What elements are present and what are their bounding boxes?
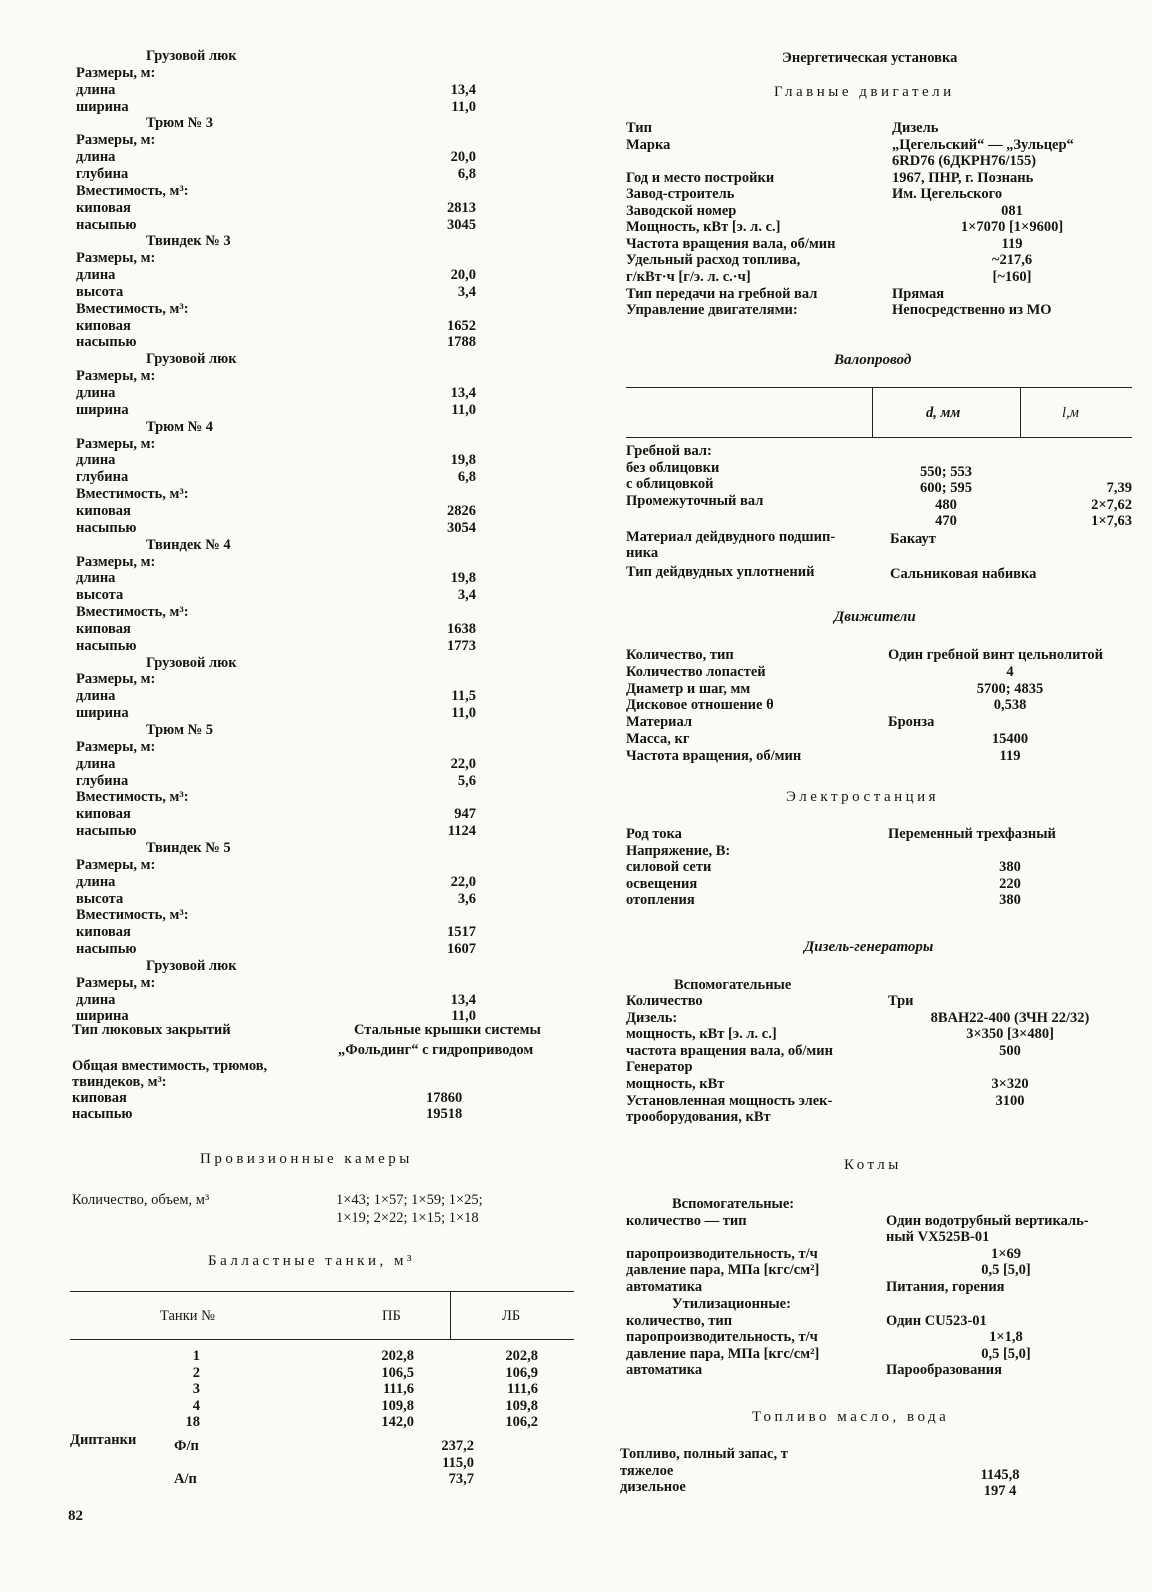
cargo-row-label: Размеры, м: <box>76 64 156 81</box>
ballast-cell-lb: 202,8 <box>505 1348 538 1364</box>
cargo-row-label: длина <box>76 267 116 284</box>
diesel-generator-row-label: мощность, кВт <box>626 1076 725 1092</box>
propulsor-row-value: Один гребной винт цельнолитой <box>888 647 1103 663</box>
ballast-col-pb: ПБ <box>382 1308 401 1324</box>
total-grain-label: насыпью <box>72 1106 133 1122</box>
total-grain-value: 19518 <box>426 1106 463 1122</box>
cargo-row-value: 11,0 <box>451 1008 476 1025</box>
cargo-row-value: 20,0 <box>450 267 476 284</box>
aux-boiler-row-value: ный VX525B-01 <box>886 1229 990 1246</box>
cargo-row-value: 3045 <box>447 216 476 233</box>
cargo-row-value: 11,0 <box>451 401 476 418</box>
cargo-row-label: длина <box>76 570 116 587</box>
ballast-cell-n: 2 <box>192 1364 200 1381</box>
ballast-cell-pb: 142,0 <box>381 1414 414 1431</box>
diesel-generator-row-value: 3×320 <box>991 1076 1029 1092</box>
ballast-cell-lb: 106,9 <box>505 1364 538 1381</box>
ballast-cell-pb: 202,8 <box>381 1348 414 1364</box>
shafting-table-header-rule <box>626 437 1132 438</box>
cargo-row-label: глубина <box>76 772 129 789</box>
provisions-value-line1: 1×43; 1×57; 1×59; 1×25; <box>336 1192 483 1208</box>
diesel-generator-row-value: 3100 <box>995 1092 1025 1109</box>
cargo-row-value: 947 <box>454 806 476 823</box>
aux-boiler-row-value: Питания, горения <box>886 1278 1005 1295</box>
cargo-row-label: длина <box>76 688 116 705</box>
shafting-col-d: d, мм <box>926 405 961 421</box>
cargo-row-label: ширина <box>76 1008 129 1025</box>
shaft-row-label: Промежуточный вал <box>626 492 764 509</box>
cargo-row-value: 13,4 <box>450 81 476 98</box>
cargo-row-label: длина <box>76 149 116 166</box>
total-bale-label: киповая <box>72 1090 127 1106</box>
engine-row-value: 6RD76 (6ДКРН76/155) <box>892 153 1037 170</box>
diesel-generator-row-label: Генератор <box>626 1059 693 1076</box>
aux-boiler-row-label: паропроизводительность, т/ч <box>626 1245 818 1262</box>
diesel-generators-heading: Дизель-генераторы <box>804 939 934 955</box>
cargo-row-value: 3,6 <box>457 890 476 907</box>
provisions-heading: Провизионные камеры <box>200 1151 413 1167</box>
cargo-row-label: киповая <box>76 199 131 216</box>
shafting-table-top-rule <box>626 387 1132 388</box>
diesel-generator-row-value: 3×350 [3×480] <box>966 1026 1054 1043</box>
engine-row-value: ~217,6 <box>991 252 1033 269</box>
hatch-covers-value-line2: „Фольдинг“ с гидроприводом <box>338 1042 534 1058</box>
cargo-row-value: 2826 <box>447 502 476 519</box>
power-station-row-value: 380 <box>999 892 1021 909</box>
propulsor-row-value: 5700; 4835 <box>976 680 1044 697</box>
shaft-row-d: 600; 595 <box>920 480 972 497</box>
cargo-row-label: Твиндек № 3 <box>146 233 231 250</box>
cargo-row-value: 11,0 <box>451 98 476 115</box>
engine-row-label: Год и место постройки <box>626 169 775 186</box>
aux-boiler-row-value: 1×69 <box>990 1245 1021 1262</box>
cargo-row-label: Вместимость, м³: <box>76 907 189 924</box>
fuel-row-label: Топливо, полный запас, т <box>620 1446 788 1462</box>
shaft-row-label: без облицовки <box>626 459 720 476</box>
cargo-row-label: Грузовой люк <box>146 654 237 671</box>
engine-row-value: 1×7070 [1×9600] <box>960 219 1064 236</box>
util-boiler-row-value: Парообразования <box>886 1362 1002 1379</box>
cargo-row-value: 5,6 <box>457 772 476 789</box>
hatch-covers-value-line1: Стальные крышки системы <box>354 1022 541 1038</box>
cargo-row-value: 19,8 <box>450 452 476 469</box>
bearing-value: Бакаут <box>890 531 936 547</box>
engine-row-label: Марка <box>626 136 671 153</box>
power-plant-title: Энергетическая установка <box>782 50 958 66</box>
ballast-col-lb: ЛБ <box>502 1308 521 1324</box>
cargo-row-label: киповая <box>76 317 131 334</box>
cargo-row-value: 11,5 <box>451 688 476 705</box>
boilers-heading: Котлы <box>844 1157 902 1173</box>
util-boiler-row-label: давление пара, МПа [кгс/см²] <box>626 1345 820 1362</box>
power-station-row-label: отопления <box>626 892 695 909</box>
ballast-table-divider <box>450 1291 451 1339</box>
cargo-row-label: ширина <box>76 705 129 722</box>
engine-row-value: Им. Цегельского <box>892 186 1003 203</box>
diptank-value: 237,2 <box>441 1438 474 1454</box>
propulsor-row-label: Масса, кг <box>626 731 690 747</box>
shaft-row-label: Гребной вал: <box>626 443 712 459</box>
cargo-row-label: киповая <box>76 502 131 519</box>
total-capacity-label-2: твиндеков, м³: <box>72 1074 167 1090</box>
cargo-row-label: насыпью <box>76 334 137 351</box>
seal-value: Сальниковая набивка <box>890 566 1037 582</box>
engine-row-label: г/кВт·ч [г/э. л. с.·ч] <box>626 268 751 285</box>
ballast-heading: Балластные танки, м³ <box>208 1253 415 1269</box>
ballast-table-header-rule <box>70 1339 574 1340</box>
engine-row-label: Управление двигателями: <box>626 302 798 319</box>
diesel-generator-row-label: трооборудования, кВт <box>626 1109 771 1126</box>
cargo-row-label: Грузовой люк <box>146 351 237 368</box>
propulsor-row-value: 15400 <box>991 731 1029 747</box>
cargo-row-label: глубина <box>76 469 129 486</box>
power-station-row-label: силовой сети <box>626 859 712 876</box>
cargo-row-label: Размеры, м: <box>76 553 156 570</box>
page-number: 82 <box>68 1508 83 1524</box>
provisions-value-line2: 1×19; 2×22; 1×15; 1×18 <box>336 1210 479 1226</box>
shaft-row-length: 2×7,62 <box>1091 496 1132 513</box>
cargo-row-label: Трюм № 3 <box>146 115 214 132</box>
cargo-row-label: Размеры, м: <box>76 368 156 385</box>
main-engines-heading: Главные двигатели <box>774 84 955 100</box>
diesel-generator-row-value: 8BAH22-400 (ЗЧН 22/32) <box>930 1009 1090 1026</box>
shaft-row-d: 470 <box>935 513 957 530</box>
cargo-row-label: насыпью <box>76 941 137 958</box>
util-boiler-row-label: количество, тип <box>626 1313 733 1329</box>
cargo-row-value: 11,0 <box>451 705 476 722</box>
fuel-row-label: тяжелое <box>620 1462 674 1479</box>
diptank-name: А/п <box>174 1471 197 1488</box>
cargo-row-value: 6,8 <box>457 469 476 486</box>
engine-row-label: Удельный расход топлива, <box>626 252 801 269</box>
diptank-value: 115,0 <box>442 1454 474 1471</box>
shaft-row-length: 7,39 <box>1106 480 1132 497</box>
diesel-generator-row-label: Дизель: <box>626 1009 678 1026</box>
cargo-row-label: Трюм № 4 <box>146 418 214 435</box>
ballast-table-top-rule <box>70 1291 574 1292</box>
ballast-cell-n: 4 <box>192 1397 200 1414</box>
diptank-value: 73,7 <box>448 1471 474 1488</box>
aux-boilers-heading: Вспомогательные: <box>672 1196 795 1212</box>
util-boiler-row-value: 0,5 [5,0] <box>981 1345 1031 1362</box>
diptank-name: Ф/п <box>174 1438 199 1454</box>
power-station-row-value: Переменный трехфазный <box>888 826 1056 842</box>
shafting-col-l: l,м <box>1062 405 1079 421</box>
diesel-generator-row-label: частота вращения вала, об/мин <box>626 1042 833 1059</box>
shaft-row-d: 480 <box>935 496 957 513</box>
cargo-row-label: Размеры, м: <box>76 132 156 149</box>
cargo-row-value: 1124 <box>447 823 476 840</box>
propulsor-row-label: Диаметр и шаг, мм <box>626 680 751 697</box>
shafting-table-divider-2 <box>1020 387 1021 437</box>
propulsor-row-label: Материал <box>626 714 693 731</box>
cargo-row-label: длина <box>76 385 116 401</box>
cargo-row-label: высота <box>76 283 124 300</box>
cargo-row-label: высота <box>76 890 124 907</box>
cargo-row-label: киповая <box>76 620 131 637</box>
cargo-row-label: длина <box>76 452 116 469</box>
cargo-row-value: 3054 <box>447 519 476 536</box>
seal-label: Тип дейдвудных уплотнений <box>626 564 815 580</box>
cargo-row-label: насыпью <box>76 637 137 654</box>
diesel-generator-row-label: мощность, кВт [э. л. с.] <box>626 1026 777 1043</box>
engine-row-value: 081 <box>1001 202 1023 219</box>
cargo-row-value: 1517 <box>447 924 476 941</box>
diesel-generator-row-value: Три <box>888 993 914 1009</box>
engine-row-label: Завод-строитель <box>626 186 735 203</box>
cargo-row-label: Твиндек № 5 <box>146 839 231 856</box>
aux-boiler-row-label: автоматика <box>626 1278 703 1295</box>
cargo-row-label: Вместимость, м³: <box>76 789 189 806</box>
cargo-row-label: насыпью <box>76 216 137 233</box>
fuel-row-value: 1145,8 <box>980 1466 1020 1483</box>
engine-row-label: Тип <box>626 120 653 136</box>
propulsor-row-label: Количество, тип <box>626 647 734 663</box>
engine-row-value: 119 <box>1001 235 1023 252</box>
cargo-row-label: Твиндек № 4 <box>146 536 231 553</box>
cargo-row-label: ширина <box>76 98 129 115</box>
cargo-row-label: Размеры, м: <box>76 738 156 755</box>
shaft-row-d: 550; 553 <box>920 463 972 480</box>
cargo-row-value: 3,4 <box>457 587 476 604</box>
util-boiler-row-value: 1×1,8 <box>989 1329 1023 1346</box>
hatch-covers-label: Тип люковых закрытий <box>72 1022 231 1038</box>
aux-boiler-row-label: давление пара, МПа [кгс/см²] <box>626 1262 820 1279</box>
cargo-row-value: 1607 <box>447 941 476 958</box>
engine-row-value: Непосредственно из МО <box>892 302 1052 319</box>
cargo-row-label: Вместимость, м³: <box>76 604 189 621</box>
propulsor-row-value: 0,538 <box>993 697 1027 714</box>
cargo-row-label: Размеры, м: <box>76 974 156 991</box>
propulsor-row-value: Бронза <box>888 714 935 731</box>
cargo-row-label: Грузовой люк <box>146 957 237 974</box>
power-station-heading: Электростанция <box>786 789 940 805</box>
util-boilers-heading: Утилизационные: <box>672 1296 791 1312</box>
propulsor-row-label: Частота вращения, об/мин <box>626 747 802 764</box>
power-station-row-label: Род тока <box>626 826 682 842</box>
ballast-cell-n: 1 <box>192 1348 200 1364</box>
engine-row-label: Заводской номер <box>626 202 737 219</box>
cargo-row-value: 1788 <box>447 334 476 351</box>
util-boiler-row-label: автоматика <box>626 1362 703 1379</box>
cargo-row-value: 6,8 <box>457 165 476 182</box>
shaft-row-length: 1×7,63 <box>1091 513 1132 530</box>
util-boiler-row-value: Один CU523-01 <box>886 1313 987 1329</box>
ballast-cell-n: 3 <box>192 1381 200 1398</box>
total-capacity-label: Общая вместимость, трюмов, <box>72 1058 268 1074</box>
cargo-row-label: длина <box>76 755 116 772</box>
engine-row-label: Частота вращения вала, об/мин <box>626 235 836 252</box>
cargo-row-label: насыпью <box>76 519 137 536</box>
engine-row-value: [~160] <box>992 268 1032 285</box>
power-station-row-label: Напряжение, В: <box>626 842 731 859</box>
aux-boiler-row-label: количество — тип <box>626 1213 747 1229</box>
ballast-cell-lb: 109,8 <box>505 1397 538 1414</box>
engine-row-value: 1967, ПНР, г. Познань <box>892 169 1034 186</box>
ballast-cell-n: 18 <box>185 1414 200 1431</box>
cargo-row-label: длина <box>76 81 116 98</box>
aux-boiler-row-value: Один водотрубный вертикаль- <box>886 1213 1089 1229</box>
cargo-row-label: Размеры, м: <box>76 671 156 688</box>
ballast-cell-lb: 111,6 <box>506 1381 538 1398</box>
cargo-row-label: Размеры, м: <box>76 856 156 873</box>
cargo-row-value: 19,8 <box>450 570 476 587</box>
cargo-row-label: Вместимость, м³: <box>76 486 189 503</box>
cargo-row-value: 1638 <box>447 620 476 637</box>
propulsors-heading: Движители <box>834 609 916 625</box>
propulsor-row-value: 119 <box>999 747 1021 764</box>
ballast-cell-pb: 109,8 <box>381 1397 414 1414</box>
util-boiler-row-label: паропроизводительность, т/ч <box>626 1329 818 1346</box>
cargo-row-value: 13,4 <box>450 991 476 1008</box>
engine-row-value: Прямая <box>892 285 945 302</box>
fuel-heading: Топливо масло, вода <box>752 1409 950 1425</box>
power-station-row-value: 220 <box>999 875 1021 892</box>
engine-row-label: Тип передачи на гребной вал <box>626 285 818 302</box>
cargo-row-label: Размеры, м: <box>76 250 156 267</box>
cargo-row-label: Грузовой люк <box>146 48 237 64</box>
cargo-row-value: 20,0 <box>450 149 476 166</box>
cargo-row-label: киповая <box>76 924 131 941</box>
propulsor-row-label: Дисковое отношение θ <box>626 697 774 714</box>
power-station-row-value: 380 <box>999 859 1021 876</box>
shafting-heading: Валопровод <box>834 352 912 368</box>
propulsor-row-label: Количество лопастей <box>626 663 766 680</box>
diesel-generator-row-label: Количество <box>626 993 703 1009</box>
cargo-row-value: 22,0 <box>450 755 476 772</box>
cargo-row-label: глубина <box>76 165 129 182</box>
cargo-row-value: 1773 <box>447 637 476 654</box>
cargo-row-label: Трюм № 5 <box>146 722 214 738</box>
cargo-row-label: длина <box>76 873 116 890</box>
bearing-label: Материал дейдвудного подшип- <box>626 529 836 545</box>
aux-boiler-row-value: 0,5 [5,0] <box>981 1262 1031 1279</box>
cargo-row-label: высота <box>76 587 124 604</box>
cargo-row-value: 13,4 <box>450 385 476 401</box>
cargo-row-value: 1652 <box>447 317 476 334</box>
shaft-row-label: с облицовкой <box>626 476 714 493</box>
ballast-cell-pb: 111,6 <box>382 1381 414 1398</box>
cargo-row-label: киповая <box>76 806 131 823</box>
diesel-generator-row-label: Установленная мощность элек- <box>626 1092 833 1109</box>
cargo-row-value: 3,4 <box>457 283 476 300</box>
diptanks-label: Диптанки <box>70 1432 137 1448</box>
diesel-generators-subheading: Вспомогательные <box>674 977 792 993</box>
engine-row-value: „Цегельский“ — „Зульцер“ <box>892 136 1074 153</box>
engine-row-label: Мощность, кВт [э. л. с.] <box>626 219 781 236</box>
total-bale-value: 17860 <box>426 1090 463 1106</box>
cargo-row-label: Размеры, м: <box>76 435 156 452</box>
cargo-row-value: 22,0 <box>450 873 476 890</box>
propulsor-row-value: 4 <box>1006 663 1014 680</box>
shafting-table-divider-1 <box>872 387 873 437</box>
fuel-row-label: дизельное <box>620 1479 686 1496</box>
cargo-row-label: длина <box>76 991 116 1008</box>
cargo-row-label: ширина <box>76 401 129 418</box>
cargo-row-value: 2813 <box>447 199 476 216</box>
ballast-col-tank: Танки № <box>160 1308 215 1324</box>
ballast-cell-lb: 106,2 <box>505 1414 538 1431</box>
cargo-row-label: Вместимость, м³: <box>76 182 189 199</box>
provisions-label: Количество, объем, м³ <box>72 1192 210 1208</box>
diesel-generator-row-value: 500 <box>999 1042 1021 1059</box>
bearing-label-2: ника <box>626 545 659 561</box>
engine-row-value: Дизель <box>892 120 939 136</box>
cargo-row-label: Вместимость, м³: <box>76 300 189 317</box>
fuel-row-value: 197 4 <box>983 1483 1017 1500</box>
ballast-cell-pb: 106,5 <box>381 1364 414 1381</box>
power-station-row-label: освещения <box>626 875 698 892</box>
cargo-row-label: насыпью <box>76 823 137 840</box>
